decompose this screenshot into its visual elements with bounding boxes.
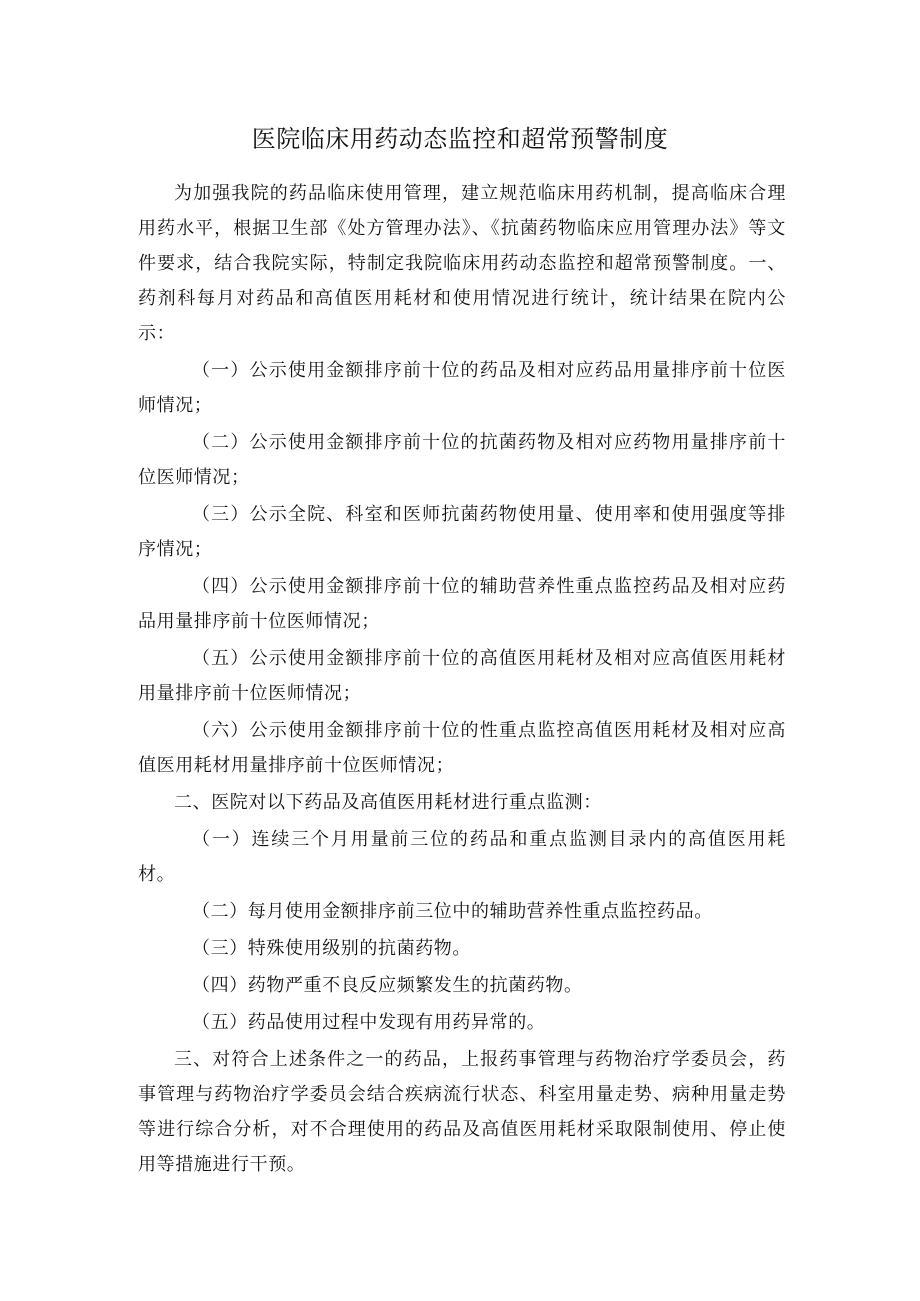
section2-item-4: （四）药物严重不良反应频繁发生的抗菌药物。 — [192, 975, 583, 996]
section2-item-2: （二）每月使用金额排序前三位中的辅助营养性重点监控药品。 — [192, 901, 713, 922]
section1-item-2: （二）公示使用金额排序前十位的抗菌药物及相对应药物用量排序前十位医师情况； — [138, 432, 786, 488]
document-body — [138, 176, 786, 1182]
section3-paragraph: 三、对符合上述条件之一的药品，上报药事管理与药物治疗学委员会，药事管理与药物治疗学委员会结合疾病流行状态、科室用量走势、病种用量走势等进行综合分析，对不合理使用的药品及高值医用耗材采取限制使用、停止使用等措施进行干预。 — [138, 1049, 786, 1175]
section1-item-5: （五）公示使用金额排序前十位的高值医用耗材及相对应高值医用耗材用量排序前十位医师情况； — [138, 648, 786, 704]
section1-item-3: （三）公示全院、科室和医师抗菌药物使用量、使用率和使用强度等排序情况； — [138, 504, 786, 560]
section1-item-1: （一）公示使用金额排序前十位的药品及相对应药品用量排序前十位医师情况； — [138, 360, 786, 416]
section1-item-6: （六）公示使用金额排序前十位的性重点监控高值医用耗材及相对应高值医用耗材用量排序前十位医师情况； — [138, 720, 786, 776]
intro-paragraph: 为加强我院的药品临床使用管理，建立规范临床用药机制，提高临床合理用药水平，根据卫生部《处方管理办法》、《抗菌药物临床应用管理办法》等文件要求，结合我院实际，特制定我院临床用药动态监控和超常预警制度。一、药剂科每月对药品和高值医用耗材和使用情况进行统计，统计结果在院内公示： — [138, 183, 786, 344]
section2-item-1: （一）连续三个月用量前三位的药品和重点监测目录内的高值医用耗材。 — [138, 829, 786, 885]
section2-item-3: （三）特殊使用级别的抗菌药物。 — [192, 938, 471, 959]
section2-heading: 二、医院对以下药品及高值医用耗材进行重点监测： — [174, 792, 602, 813]
section2-item-5: （五）药品使用过程中发现有用药异常的。 — [192, 1012, 546, 1033]
section1-item-4: （四）公示使用金额排序前十位的辅助营养性重点监控药品及相对应药品用量排序前十位医师情况； — [138, 576, 786, 632]
document-title: 医院临床用药动态监控和超常预警制度 — [251, 125, 669, 153]
